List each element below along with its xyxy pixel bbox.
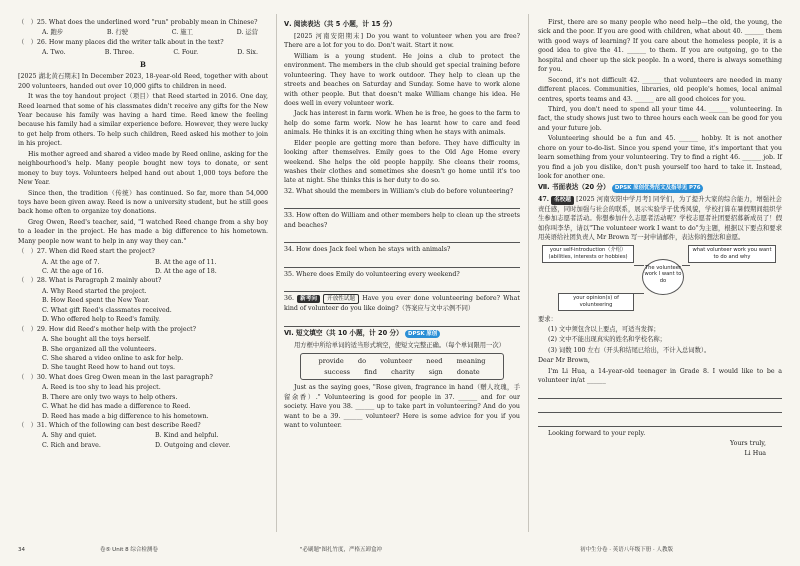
column-divider <box>528 14 529 532</box>
option: B. She organized all the volunteers. <box>42 345 157 353</box>
option: C. What he did has made a difference to Reed. <box>42 403 191 411</box>
writing-line[interactable] <box>538 401 782 413</box>
word: sign <box>428 367 443 376</box>
question-27-options <box>18 258 268 277</box>
question-27: （ ）27. When did Reed start the project? <box>18 248 155 256</box>
option: B. Three. <box>104 49 135 57</box>
word-bank <box>300 353 504 380</box>
word: volunteer <box>380 357 413 366</box>
question-25-options <box>18 28 268 37</box>
passage-paragraph: [2025 湖北黄石期末] In December 2023, 18-year-old Reed, together with about 200 volunteers, handed out over 10,000 gifts to children in need. <box>18 73 268 90</box>
column-right <box>538 18 782 460</box>
question-32: 32. What should the members in William's club do before volunteering? <box>284 187 514 195</box>
cloze-paragraph: Volunteering should be a fun and 45. ______ hobby. It is not another chore on your to-do-list. Since you spend your time, it's important that you learn something from your volunteering. Try to find a right 46. ______ job. If you find a job you dislike, don't push yourself too hard to take it. Instead, look for another one. <box>538 135 782 180</box>
cloze-paragraph: Third, you don't need to spend all your time 44. ______ volunteering. In fact, the study shows just two to three hours each week can be good for you and your future job. <box>538 105 782 132</box>
option: B. There are only two ways to help others. <box>42 393 178 401</box>
cloze-paragraph: Just as the saying goes, "Rose given, fragrance in hand（赠人玫瑰，手留余香）." Volunteering is good for people in 37. ______ and for our society. Have you 38. ______ up to take part in volunteering? And do you want to be a 39. ______ volunteer? Here is some advice for you if you want to volunteer. <box>284 384 520 430</box>
option: A. Shy and quiet. <box>42 432 97 440</box>
column-middle <box>284 18 520 432</box>
word: do <box>357 357 367 366</box>
section-6-instruction: 用方框中所给单词的适当形式填空，使短文完整正确。（每个单词限用一次） <box>294 341 505 349</box>
footer-slogan: "必刷题"图扎竹度，严格五卸盒冲 <box>300 547 383 553</box>
question-35: 35. Where does Emily do volunteering every weekend? <box>284 270 460 278</box>
requirement: (2) 文中不能出现真实的姓名和学校名称； <box>548 336 666 344</box>
option: D. At the age of 18. <box>155 268 217 275</box>
passage-paragraph: [2025 河南安阳期末] Do you want to volunteer when you are free? There are a lot for you to do. Don't wait. Start it now. <box>284 32 520 50</box>
word: find <box>364 367 377 376</box>
question-26-options <box>18 48 268 57</box>
writing-line[interactable] <box>538 387 782 399</box>
passage-paragraph: Greg Owen, Reed's teacher, said, "I watched Reed change from a shy boy to a leader in the project. He has made a big difference to his hometown. Many people now want to help in any way they can." <box>18 218 268 245</box>
requirement: (1) 文中须包含以上要点，可适当发挥； <box>548 325 660 333</box>
option: A. 跑步 <box>42 29 64 37</box>
word-row <box>307 367 497 378</box>
letter-signature: Li Hua <box>744 450 766 458</box>
question-31-options <box>18 431 268 450</box>
answer-line[interactable] <box>284 256 520 268</box>
mind-center: The volunteer work I want to do <box>642 259 684 295</box>
passage-paragraph: Since then, the tradition（传统）has continued. So far, more than 54,000 toys have been given away. Reed is now a university student, but he still goes back home often to organize toy donations. <box>18 189 268 216</box>
word: charity <box>391 367 415 376</box>
answer-line[interactable] <box>284 315 520 327</box>
mind-map <box>538 245 782 313</box>
word-row <box>307 356 497 367</box>
letter-closing: Looking forward to your reply. <box>548 429 646 437</box>
mind-box-volunteer-work: what volunteer work you want to do and why <box>688 245 776 263</box>
option: A. Two. <box>42 49 66 57</box>
word: success <box>324 367 350 376</box>
question-30-options <box>18 383 268 421</box>
option: D. Reed has made a big difference to his hometown. <box>42 412 209 420</box>
passage-paragraph: William is a young student. He joins a club to protect the environment. The members in the club should get special training before volunteering. They have to work outdoor. They help to clean up the streets and beaches on Saturday and Sunday. Some have to work alone with other people. But that doesn't make William change his idea. He does well in every volunteer work. <box>284 52 520 107</box>
cloze-paragraph: Second, it's not difficult 42. ______ that volunteers are needed in many different places. Communities, libraries, old people's homes, local animal centres, sports teams and 43. ______ are all good choices for you. <box>538 76 782 103</box>
word: donate <box>456 367 480 376</box>
option: C. At the age of 16. <box>42 268 104 275</box>
question-28: （ ）28. What is Paragraph 2 mainly about? <box>18 277 162 285</box>
section-6-title: Ⅵ. 短文填空（共 10 小题，计 20 分） <box>284 328 403 337</box>
mind-box-opinion: your opinion(s) of volunteering <box>558 293 634 311</box>
requirements-title: 要求： <box>538 315 557 323</box>
letter-intro: I'm Li Hua, a 14-year-old teenager in Grade 8. I would like to be a volunteer in/at ______ <box>538 367 782 385</box>
new-trend-badge: 新考向 <box>297 295 320 303</box>
cloze-paragraph: First, there are so many people who need help—the old, the young, the sick and the poor. If you are good with children, what about 40. ______ them with good ways of learning? If you care about the homeless people, it is a good idea to give the 41. ______ to them. If you are outgoing, go to the hospital and cheer up the sick people. In a word, there is always something for you. <box>538 19 782 74</box>
option: C. Rich and brave. <box>42 441 101 449</box>
passage-paragraph: It was the toy handout project（项目）that Reed started in 2016. One day, Reed learned that some of his classmates didn't receive any gifts for the New Year because his family was having a hard time. Reed knew the feeling because his family had a similar experience before. However, they were lucky to get help from others. To help such children, Reed asked his mother to join in his project. <box>18 93 268 148</box>
section-b-heading: B <box>140 59 146 69</box>
option: D. Outgoing and clever. <box>155 441 231 449</box>
question-30: （ ）30. What does Greg Owen mean in the last paragraph? <box>18 373 213 381</box>
option: A. At the age of 7. <box>42 258 100 266</box>
option: D. She taught Reed how to hand out toys. <box>42 364 176 372</box>
writing-line[interactable] <box>538 415 782 427</box>
option: C. What gift Reed's classmates received. <box>42 306 172 314</box>
option: D. Six. <box>237 49 258 57</box>
question-25: （ ）25. What does the underlined word "run" probably mean in Chinese? <box>18 19 258 26</box>
connector-line <box>634 293 644 294</box>
dpsk-guide-badge: DPSK 原创优秀范文及指导见 P76 <box>612 184 704 192</box>
question-33: 33. How often do William and other members help to clean up the streets and beaches? <box>284 212 520 229</box>
option: A. She bought all the toys herself. <box>42 336 151 344</box>
letter-greeting: Dear Mr Brown, <box>538 357 590 365</box>
question-31: （ ）31. Which of the following can best describe Reed? <box>18 422 201 429</box>
famous-school-badge: 名校题 <box>551 196 574 204</box>
option: B. How Reed spent the New Year. <box>42 297 150 305</box>
question-28-options <box>18 287 268 325</box>
word: provide <box>318 357 344 366</box>
footer-book-title: 初中生分卷 · 英语八年级下册 · 人教版 <box>580 547 673 553</box>
question-number: 47. <box>538 196 549 204</box>
requirement: (3) 词数 100 左右（开头和结尾已给出，不计入总词数）。 <box>548 346 711 354</box>
question-29: （ ）29. How did Reed's mother help with the project? <box>18 325 197 333</box>
letter-sign-off: Yours truly, <box>729 440 766 448</box>
answer-line[interactable] <box>284 231 520 243</box>
column-divider <box>276 14 277 532</box>
dpsk-original-badge: DPSK 原创 <box>405 330 440 338</box>
option: C. Four. <box>173 49 199 57</box>
column-left <box>18 18 268 450</box>
option: A. Why Reed started the project. <box>42 287 147 295</box>
passage-paragraph: His mother agreed and shared a video made by Reed online, asking for the neighbourhood's help. Many people bought new toys to donate, or sent money to buy toys. Volunteers helped hand out about 1,000 toys before the New Year. <box>18 150 268 187</box>
open-question-badge: 开放性试题 <box>323 294 359 304</box>
word: need <box>426 357 443 366</box>
option: C. She shared a video online to ask for help. <box>42 354 184 362</box>
section-7-heading <box>538 183 782 193</box>
question-47 <box>538 195 782 242</box>
question-47-text: [2025 河南安阳中学月考] 同学们，为了提升大家的综合能力，增强社会责任感，同时加强与社会的联系，展示实验学子优秀风貌，学校打算在暑假期间组织学生参加志愿者活动。你想参加什么志愿者活动呢？学校志愿者社团要招募新成员了！假如你叫李华，请以"The volunteer work I want to do"为主题，根据以下要点和要求用英语给社团负责人 Mr Brown 写一封申请邮件，表达你的想法和意愿。 <box>538 196 782 242</box>
page-number-left: 34 <box>18 547 25 553</box>
connector-line <box>634 265 644 266</box>
answer-line[interactable] <box>284 197 520 209</box>
footer-unit: 卷⑤ Unit 8 综合检测卷 <box>100 547 158 553</box>
option: B. Kind and helpful. <box>155 432 219 440</box>
option: B. 行驶 <box>106 29 129 37</box>
option: C. 施工 <box>171 29 193 37</box>
option: D. Who offered help to Reed's family. <box>42 316 161 324</box>
passage-paragraph: Elder people are getting more than before. They have difficulty in looking after themselves. Emily goes to the Old Age Home every weekend. She helps the old people happily. She cleans their rooms, washes their clothes and sometimes she doesn't go home until it's too late at night. She thinks this is her duty to do so. <box>284 139 520 185</box>
section-7-title: Ⅶ. 书面表达（20 分） <box>538 183 610 192</box>
passage-paragraph: Jack has interest in farm work. When he is free, he goes to the farm to help do some farm work. Now he has learnt how to care and feed animals. He thinks it is an exciting thing when he stays with animals. <box>284 110 520 137</box>
option: A. Reed is too shy to lead his project. <box>42 384 161 392</box>
word: meaning <box>456 357 486 366</box>
question-number: 36. <box>284 295 295 303</box>
section-5-heading: Ⅴ. 阅读表达（共 5 小题，计 15 分） <box>284 20 396 28</box>
option: B. At the age of 11. <box>155 258 217 266</box>
section-6-heading <box>284 329 520 339</box>
question-36-text: Have you ever done volunteering before? What kind of volunteer do you like doing?（答案应与文中示例不同） <box>284 295 520 313</box>
question-26: （ ）26. How many places did the writer talk about in the text? <box>18 38 224 46</box>
option: D. 运营 <box>236 29 258 37</box>
answer-line[interactable] <box>284 280 520 292</box>
mind-box-self-intro: your self-introduction（介绍）(abilities, interests or hobbies) <box>542 245 634 263</box>
connector-line <box>682 265 690 266</box>
question-34: 34. How does Jack feel when he stays with animals? <box>284 246 451 254</box>
question-29-options <box>18 335 268 373</box>
question-36 <box>284 294 520 314</box>
